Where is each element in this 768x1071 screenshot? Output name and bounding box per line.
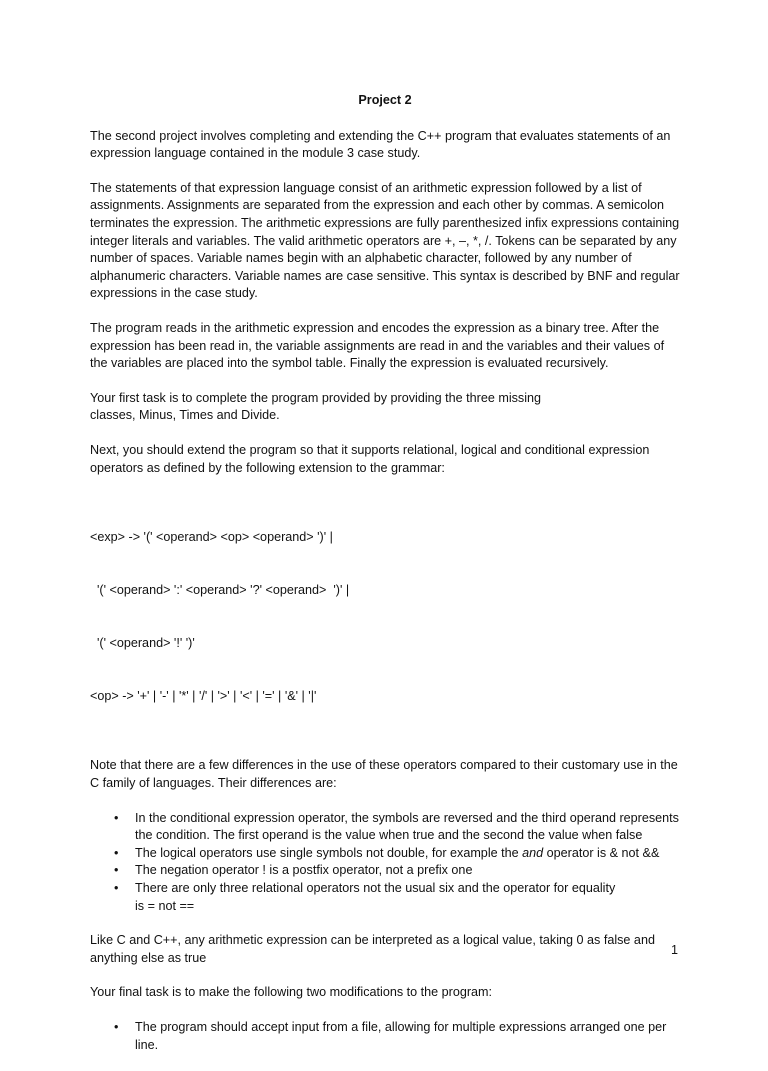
list-item bbox=[135, 862, 680, 880]
list-item-text: There are only three relational operators not the usual six and the operator for equality bbox=[135, 880, 616, 895]
list-item-text: The negation operator ! is a postfix operator, not a prefix one bbox=[135, 863, 473, 878]
list-item bbox=[135, 1019, 680, 1054]
list-item bbox=[135, 810, 680, 845]
list-item-text: The logical operators use single symbols not double, for example the bbox=[135, 845, 523, 860]
list-item-text: is = not == bbox=[135, 898, 195, 913]
program-description-paragraph: The program reads in the arithmetic expression and encodes the expression as a binary tree. After the expression has been read in, the variable assignments are read in and the variables and their values of the variables are placed into the symbol table. Finally the expression is evaluated recursively. bbox=[90, 320, 665, 371]
grammar-line: '(' <operand> ':' <operand> '?' <operand> ')' | bbox=[90, 583, 350, 598]
grammar-line: <op> -> '+' | '-' | '*' | '/' | '>' | '<' | '=' | '&' | '|' bbox=[90, 688, 317, 703]
differences-list bbox=[90, 810, 680, 916]
italic-term: and bbox=[522, 845, 544, 860]
list-item-text: operator is & not && bbox=[543, 845, 660, 860]
list-item-text: The program should accept input from a file, allowing for multiple expressions arranged one per line. bbox=[135, 1019, 667, 1052]
final-task-paragraph: Your final task is to make the following two modifications to the program: bbox=[90, 985, 493, 1000]
list-item bbox=[135, 845, 680, 863]
intro-paragraph: The second project involves completing and extending the C++ program that evaluates statements of an expression language contained in the module 3 case study. bbox=[90, 128, 671, 161]
modifications-list bbox=[90, 1019, 680, 1054]
list-item-text: In the conditional expression operator, the symbols are reversed and the third operand represents the condition. The first operand is the value when true and the second the value when false bbox=[135, 810, 679, 843]
grammar-line: <exp> -> '(' <operand> <op> <operand> ')' | bbox=[90, 530, 333, 545]
list-item bbox=[135, 880, 680, 915]
grammar-block bbox=[90, 494, 680, 740]
first-task-line-1: Your first task is to complete the program provided by providing the three missing bbox=[90, 390, 542, 405]
first-task-paragraph bbox=[90, 390, 680, 425]
first-task-line-2: classes, Minus, Times and Divide. bbox=[90, 408, 280, 423]
page-title: Project 2 bbox=[358, 93, 412, 107]
document-body bbox=[90, 92, 680, 1071]
language-description-paragraph: The statements of that expression language consist of an arithmetic expression followed by a list of assignments. Assignments are separated from the expression and each other by commas. A semicolon terminates the expression. The arithmetic expressions are fully parenthesized infix expressions containing integer literals and variables. The valid arithmetic operators are +, –, *, /. Tokens can be separated by any number of spaces. Variable names begin with an alphabetic character, followed by any number of alphanumeric characters. Variable names are case sensitive. This syntax is described by BNF and regular expressions in the case study. bbox=[90, 180, 680, 301]
grammar-line: '(' <operand> '!' ')' bbox=[90, 635, 195, 650]
page-number: 1 bbox=[670, 943, 678, 957]
differences-intro-paragraph: Note that there are a few differences in the use of these operators compared to their customary use in the C family of languages. Their differences are: bbox=[90, 758, 678, 790]
extension-paragraph: Next, you should extend the program so that it supports relational, logical and conditional expression operators as defined by the following extension to the grammar: bbox=[90, 442, 650, 475]
logical-value-paragraph: Like C and C++, any arithmetic expression can be interpreted as a logical value, taking 0 as false and anything else as true bbox=[90, 933, 655, 965]
